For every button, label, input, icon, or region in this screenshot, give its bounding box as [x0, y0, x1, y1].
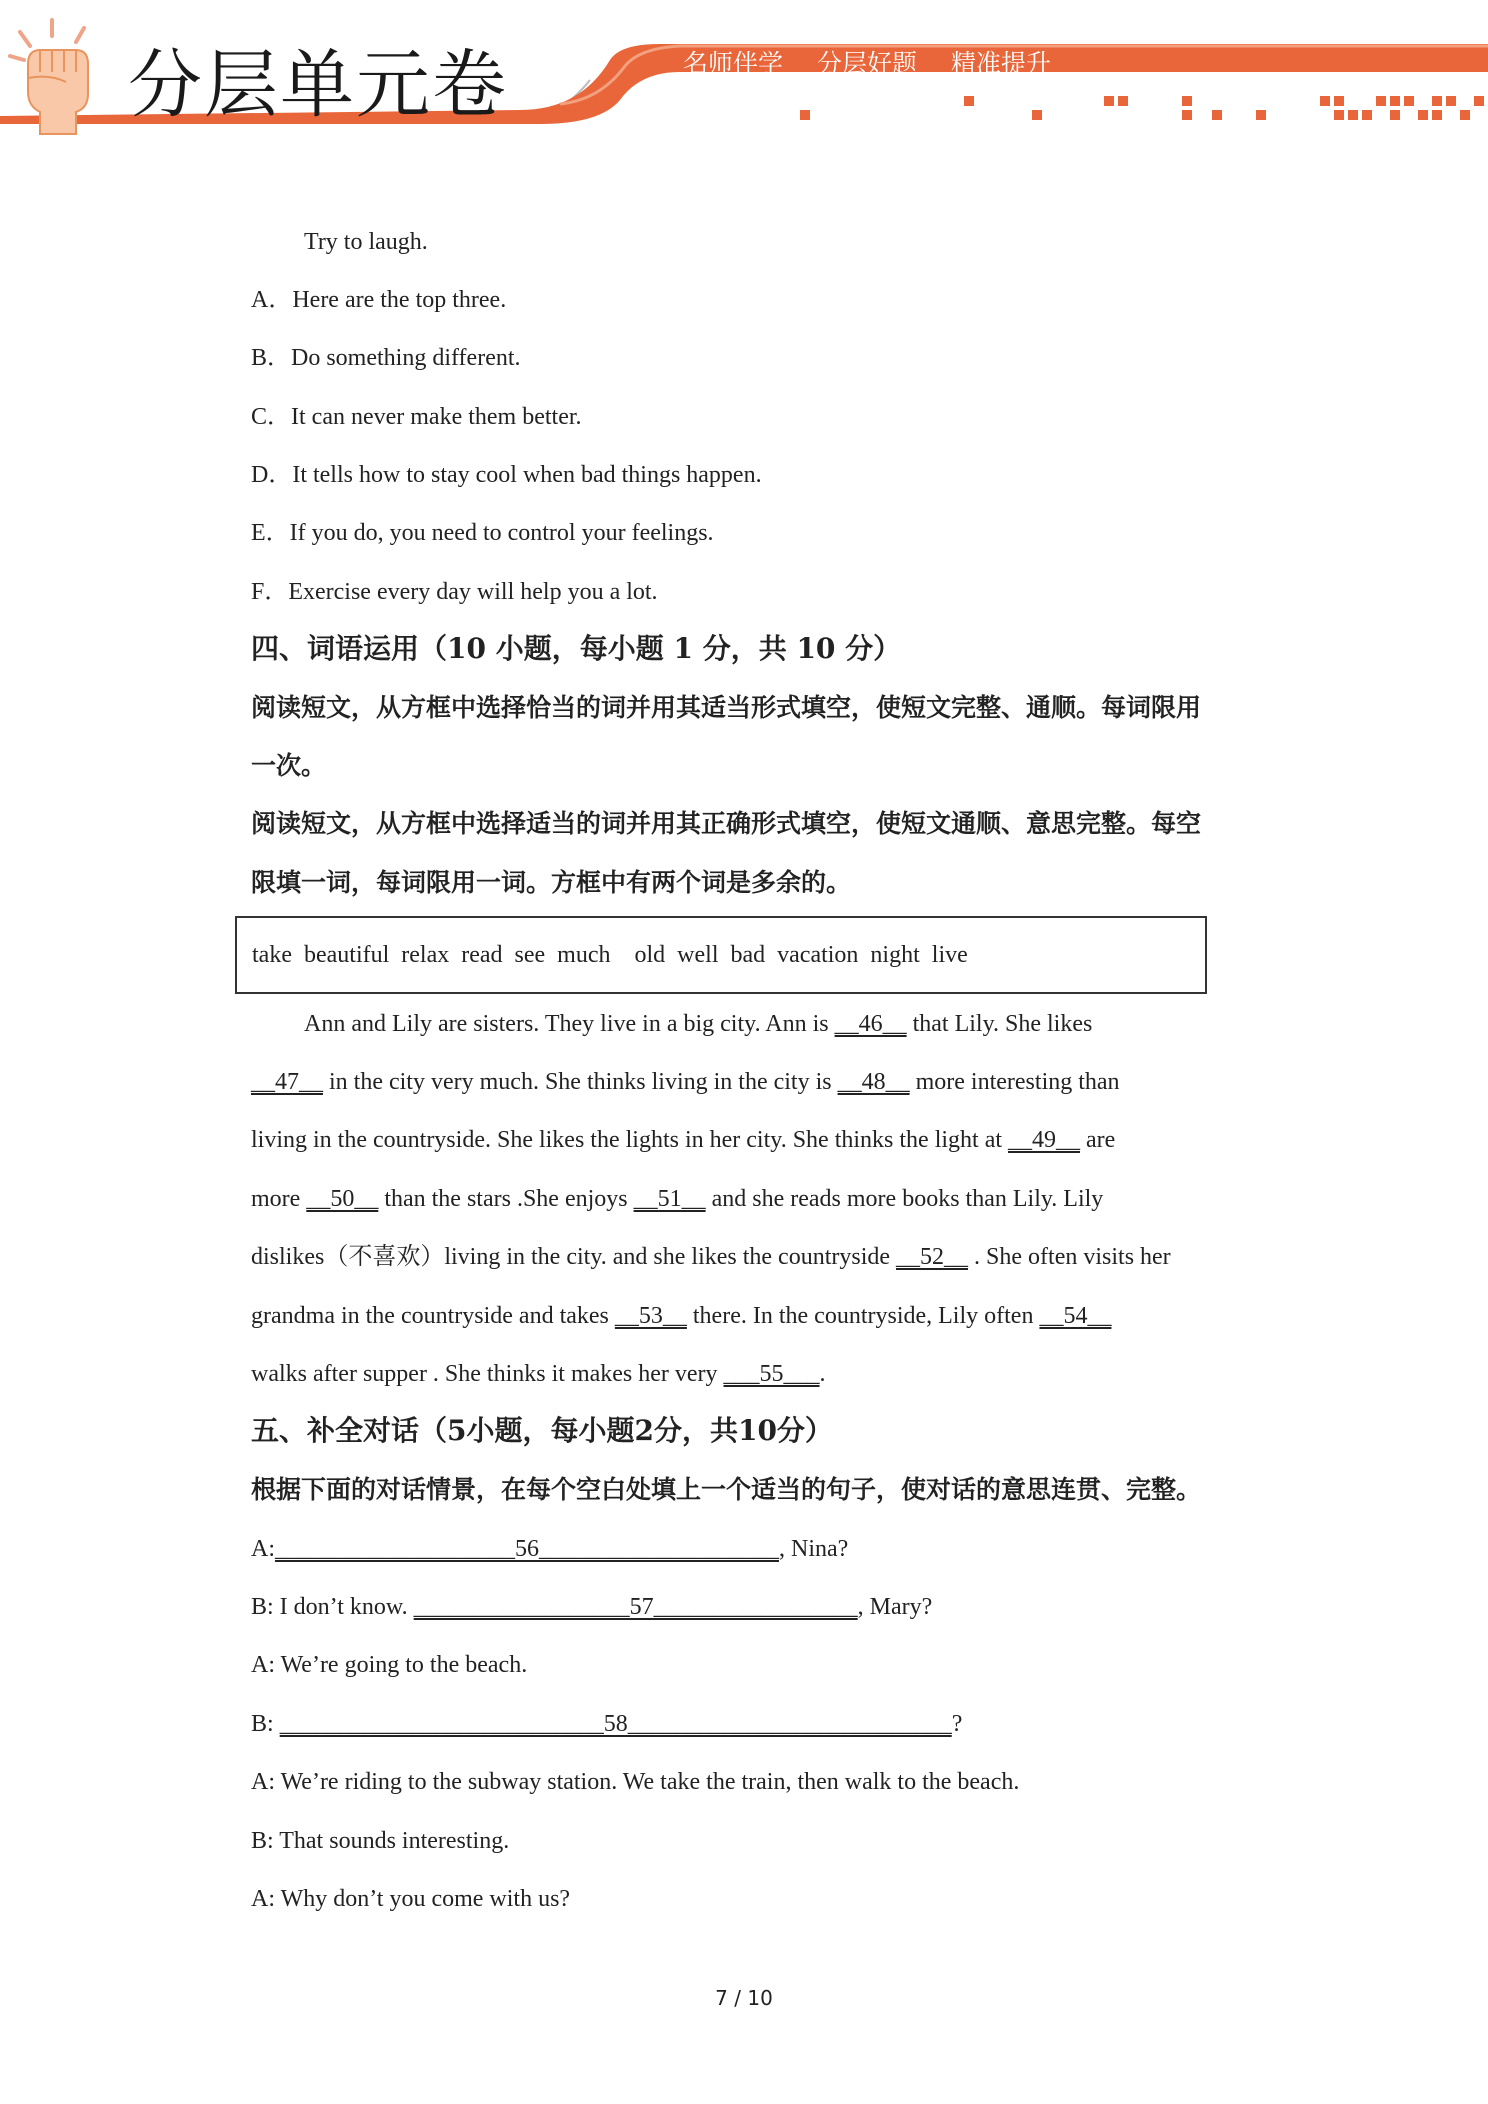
passage-text: that Lily. She likes	[906, 1011, 1093, 1037]
passage-text: grandma in the countryside and takes	[251, 1303, 615, 1329]
section-4-instruction-2b: 限填一词，每词限用一词。方框中有两个词是多余的。	[251, 868, 852, 897]
section-4-title: 四、词语运用（10 小题，每小题 1 分，共 10 分）	[251, 632, 902, 665]
blank-54: __54__	[1039, 1303, 1112, 1329]
brand-title: 分层单元卷	[128, 42, 508, 128]
blank-58: ___________________________58___________________________	[279, 1711, 952, 1737]
blank-52: __52__	[896, 1244, 969, 1270]
option-b: B．Do something different.	[251, 345, 521, 371]
section-4-instruction-1a: 阅读短文，从方框中选择恰当的词并用其适当形式填空，使短文完整、通顺。每词限用	[251, 693, 1202, 722]
passage-text: living in the countryside. She likes the lights in her city. She thinks the light at	[251, 1127, 1009, 1153]
passage-line-3	[251, 1125, 1115, 1155]
option-a: A．Here are the top three.	[251, 287, 507, 313]
option-c: C．It can never make them better.	[251, 404, 582, 430]
section-4-instruction-2a: 阅读短文，从方框中选择适当的词并用其正确形式填空，使短文通顺、意思完整。每空	[251, 809, 1202, 838]
passage-line-1	[304, 1009, 1092, 1039]
dialogue-text: ?	[951, 1711, 963, 1737]
passage-text: Ann and Lily are sisters. They live in a big city. Ann is	[304, 1011, 835, 1037]
option-lead: Try to laugh.	[304, 229, 428, 255]
dialogue-line-3: A: We’re going to the beach.	[251, 1652, 528, 1678]
passage-line-4	[251, 1184, 1103, 1214]
passage-line-5	[251, 1242, 1171, 1272]
blank-46: __46__	[834, 1011, 907, 1037]
passage-line-7	[251, 1359, 826, 1389]
passage-text: and she reads more books than Lily. Lily	[705, 1186, 1104, 1212]
dialogue-line-1	[251, 1534, 848, 1564]
dialogue-line-6: B: That sounds interesting.	[251, 1828, 510, 1854]
option-f: F．Exercise every day will help you a lot.	[251, 579, 658, 605]
dialogue-line-2	[251, 1592, 932, 1622]
blank-51: __51__	[633, 1186, 706, 1212]
dialogue-line-7: A: Why don’t you come with us?	[251, 1886, 571, 1912]
page-header	[0, 0, 1488, 150]
blank-50: __50__	[306, 1186, 379, 1212]
dialogue-text: , Nina?	[779, 1536, 849, 1562]
passage-line-2	[251, 1067, 1120, 1097]
section-5-title: 五、补全对话（5小题，每小题2分，共10分）	[251, 1414, 833, 1447]
word-box-words: take beautiful relax read see much old well bad vacation night live	[252, 942, 968, 968]
passage-text: dislikes（不喜欢）living in the city. and she likes the countryside	[251, 1244, 897, 1270]
option-d: D．It tells how to stay cool when bad things happen.	[251, 462, 762, 488]
slogan-2: 分层好题	[816, 49, 917, 78]
page-number: 7 / 10	[715, 1986, 773, 2010]
blank-47: __47__	[251, 1069, 323, 1095]
dialogue-text: , Mary?	[857, 1594, 933, 1620]
passage-line-6	[251, 1301, 1111, 1331]
blank-48: __48__	[837, 1069, 910, 1095]
word-box	[235, 916, 1207, 994]
passage-text: there. In the countryside, Lily often	[686, 1303, 1040, 1329]
section-5-instruction: 根据下面的对话情景，在每个空白处填上一个适当的句子，使对话的意思连贯、完整。	[251, 1475, 1202, 1504]
dialogue-line-5: A: We’re riding to the subway station. We take the train, then walk to the beach.	[251, 1769, 1020, 1795]
dialogue-text: B:	[251, 1711, 280, 1737]
blank-53: __53__	[614, 1303, 687, 1329]
blank-57: __________________57_________________	[413, 1594, 858, 1620]
blank-55: ___55___	[723, 1361, 820, 1387]
passage-text: .	[819, 1361, 826, 1387]
blank-49: __49__	[1008, 1127, 1081, 1153]
dialogue-text: B: I don’t know.	[251, 1594, 414, 1620]
fist-logo-icon	[6, 16, 106, 136]
passage-text: in the city very much. She thinks living in the city is	[323, 1069, 838, 1095]
slogan-3: 精准提升	[950, 49, 1051, 78]
dialogue-text: A:	[251, 1536, 275, 1562]
section-4-instruction-1b: 一次。	[251, 751, 327, 780]
passage-text: more interesting than	[909, 1069, 1120, 1095]
blank-56: ____________________56____________________	[275, 1536, 779, 1562]
passage-text: walks after supper . She thinks it makes her very	[251, 1361, 724, 1387]
option-e: E．If you do, you need to control your feelings.	[251, 520, 714, 546]
dialogue-line-4	[251, 1709, 962, 1739]
passage-text: than the stars .She enjoys	[378, 1186, 634, 1212]
passage-text: are	[1080, 1127, 1116, 1153]
passage-text: more	[251, 1186, 307, 1212]
header-slogans	[683, 44, 1077, 80]
slogan-1: 名师伴学	[683, 49, 784, 78]
passage-text: . She often visits her	[968, 1244, 1171, 1270]
